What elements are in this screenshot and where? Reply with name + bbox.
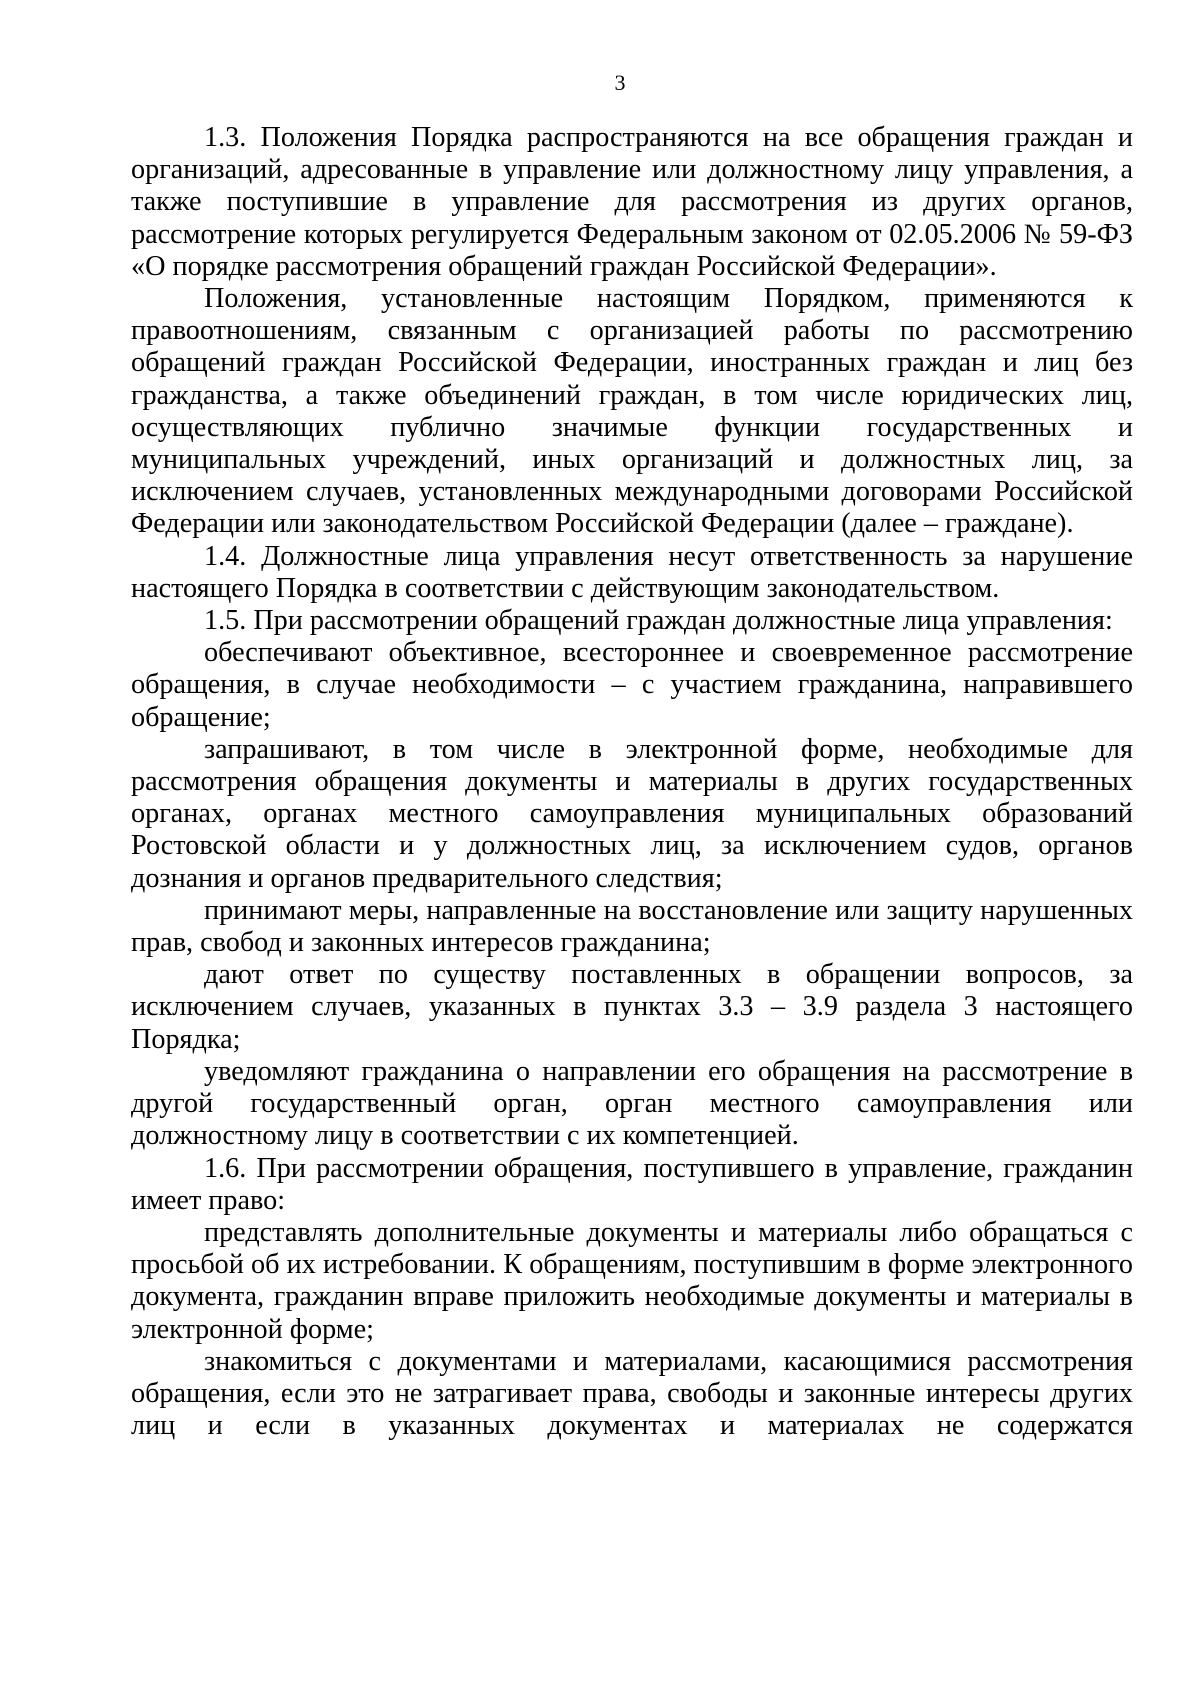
paragraph-1-6: 1.6. При рассмотрении обращения, поступившего в управление, гражданин имеет право: (131, 1152, 1133, 1216)
paragraph-1-3: 1.3. Положения Порядка распространяются на все обращения граждан и организаций, адресованные в управление или должностному лицу управления, а также поступившие в управление для рассмотрения из других органов, рассмотрение которых регулируется Федеральным законом от 02.05.2006 № 59-ФЗ «О порядке рассмотрения обращений граждан Российской Федерации». (131, 122, 1133, 282)
paragraph-1-5: 1.5. При рассмотрении обращений граждан должностные лица управления: (204, 605, 1113, 637)
list-item-review: знакомиться с документами и материалами, касающимися рассмотрения обращения, если это не затрагивает права, свободы и законные интересы других лиц и если в указанных документах и материалах не содержатся (131, 1345, 1133, 1442)
list-item-notify: уведомляют гражданина о направлении его обращения на рассмотрение в другой государственный орган, орган местного самоуправления или должностному лицу в соответствии с их компетенцией. (131, 1055, 1133, 1152)
list-item-ensure: обеспечивают объективное, всестороннее и своевременное рассмотрение обращения, в случае необходимости – с участием гражданина, направившего обращение; (131, 637, 1133, 733)
page-number: 3 (614, 70, 626, 95)
list-item-answer: дают ответ по существу поставленных в обращении вопросов, за исключением случаев, указанных в пунктах 3.3 – 3.9 раздела 3 настоящего Порядка; (131, 959, 1133, 1055)
paragraph-1-4: 1.4. Должностные лица управления несут ответственность за нарушение настоящего Порядка в соответствии с действующим законодательством. (131, 540, 1133, 604)
paragraph-scope: Положения, установленные настоящим Порядком, применяются к правоотношениям, связанным с организацией работы по рассмотрению обращений граждан Российской Федерации, иностранных граждан и лиц без гражданства, а также объединений граждан, в том числе юридических лиц, осуществляющих публично значимые функции государственных и муниципальных учреждений, иных организаций и должностных лиц, за исключением случаев, установленных международными договорами Российской Федерации или законодательством Российской Федерации (далее – граждане). (131, 283, 1133, 540)
list-item-request: запрашивают, в том числе в электронной форме, необходимые для рассмотрения обращения документы и материалы в других государственных органах, органах местного самоуправления муниципальных образований Ростовской области и у должностных лиц, за исключением судов, органов дознания и органов предварительного следствия; (131, 733, 1133, 894)
list-item-submit: представлять дополнительные документы и материалы либо обращаться с просьбой об их истребовании. К обращениям, поступившим в форме электронного документа, гражданин вправе приложить необходимые документы и материалы в электронной форме; (131, 1216, 1133, 1345)
document-body (131, 122, 1133, 1442)
list-item-measures: принимают меры, направленные на восстановление или защиту нарушенных прав, свобод и законных интересов гражданина; (131, 894, 1133, 959)
